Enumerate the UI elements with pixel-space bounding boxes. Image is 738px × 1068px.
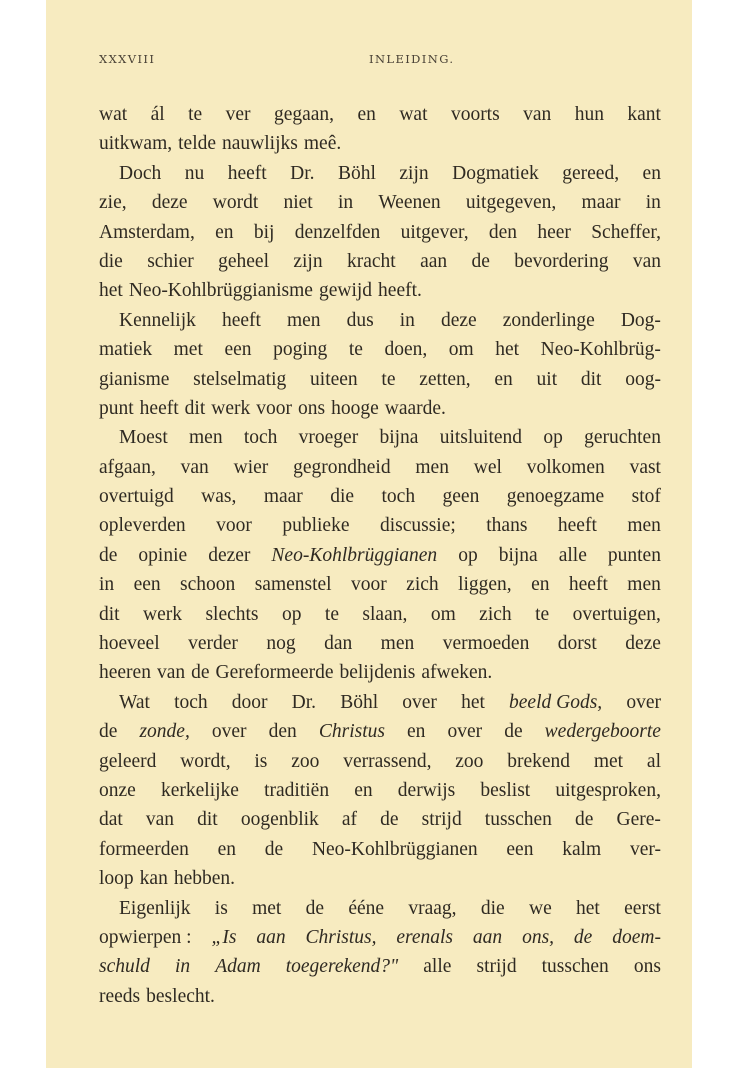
text-line <box>99 482 661 511</box>
book-page <box>46 0 692 1068</box>
word: de <box>191 662 210 684</box>
running-title: INLEIDING. <box>369 52 455 66</box>
word: doem- <box>612 926 661 948</box>
text-line <box>99 100 661 129</box>
word: te <box>348 339 363 361</box>
word: heeft <box>227 162 267 184</box>
word: Gereformeerde <box>215 662 334 684</box>
word: aan <box>256 926 286 948</box>
word: de <box>264 838 284 860</box>
word: de <box>504 721 523 743</box>
word: men <box>627 515 661 537</box>
word: uit <box>536 368 558 390</box>
text-line <box>99 570 661 599</box>
word: gegaan, <box>273 104 335 125</box>
word: op <box>458 544 478 566</box>
word: kerkelijke <box>160 779 239 801</box>
text-line <box>99 894 661 923</box>
word: men <box>189 427 223 449</box>
word: te <box>381 368 396 390</box>
word: dan <box>324 633 353 655</box>
text-line <box>99 188 661 217</box>
word: Wat <box>119 691 150 713</box>
word: de <box>99 721 118 743</box>
word: dit <box>197 809 218 831</box>
text-line <box>99 247 661 276</box>
word: heeft <box>557 515 597 537</box>
word: is <box>254 750 268 772</box>
word: en <box>407 721 426 743</box>
word: waarde. <box>384 397 446 419</box>
word: men <box>415 456 449 478</box>
word: zonderlinge <box>502 309 595 331</box>
word: van <box>180 456 209 478</box>
word: aan <box>472 926 503 948</box>
word: deze <box>151 192 188 214</box>
word: uitgever, <box>400 221 469 243</box>
paragraph <box>99 423 661 688</box>
word: hooge <box>331 397 379 419</box>
word: ons <box>633 956 661 978</box>
word: om <box>430 603 456 625</box>
word: van <box>523 104 552 125</box>
word: over <box>626 691 661 713</box>
text-line <box>99 394 661 423</box>
text-line <box>99 276 661 305</box>
word: den <box>268 721 297 743</box>
text-line <box>99 453 661 482</box>
word: dit <box>99 603 120 625</box>
word: bijna <box>498 544 538 566</box>
word: geen <box>442 486 480 508</box>
word: opleverden <box>99 515 186 537</box>
word: om <box>448 339 474 361</box>
word: vroeger <box>298 427 359 449</box>
word: uitgesproken, <box>555 779 661 801</box>
word: stof <box>631 486 661 508</box>
word: maar <box>263 486 303 508</box>
word: strijd <box>476 956 517 978</box>
text-line <box>99 688 661 717</box>
word: onze <box>99 779 136 801</box>
word: in <box>99 574 115 596</box>
word: heer <box>537 221 571 243</box>
word: zich <box>406 574 439 596</box>
word: beeld Gods, <box>509 691 603 713</box>
word: uitsluitend <box>439 427 523 449</box>
word: aan <box>420 250 448 272</box>
word: af <box>341 809 358 831</box>
word: is <box>214 897 228 919</box>
word: kalm <box>562 838 602 860</box>
word: poging <box>273 339 328 361</box>
text-line <box>99 658 661 687</box>
word: zie, <box>99 192 127 214</box>
body-text <box>99 100 661 1011</box>
word: nu <box>184 162 205 184</box>
word: zich <box>479 603 512 625</box>
word: men <box>380 633 415 655</box>
word: hebben. <box>173 868 236 890</box>
word: loop <box>99 868 134 890</box>
word: Dr. <box>290 162 315 184</box>
word: een <box>224 339 252 361</box>
word: en <box>642 162 661 184</box>
page-number: XXXVIII <box>99 52 156 66</box>
text-line <box>99 600 661 629</box>
word: dus <box>346 309 374 331</box>
word: met <box>252 897 282 919</box>
text-line <box>99 952 661 981</box>
word: wordt, <box>180 750 231 772</box>
text-line <box>99 982 661 1011</box>
text-line <box>99 541 661 570</box>
word: eerst <box>624 897 661 919</box>
word: niet <box>283 192 313 214</box>
word: was, <box>201 486 237 508</box>
word: zijn <box>293 250 323 272</box>
word: Kennelijk <box>119 309 196 331</box>
word: dat <box>99 809 123 831</box>
word: en <box>357 104 376 125</box>
word: en <box>494 368 513 390</box>
word: te <box>324 603 339 625</box>
word: voorts <box>450 104 500 125</box>
word: Dogmatiek <box>452 162 539 184</box>
word: uiteen <box>310 368 358 390</box>
word: slaan, <box>362 603 408 625</box>
word: Neo-Kohlbrüggianen <box>311 838 478 860</box>
word: met <box>173 339 203 361</box>
word: van <box>632 250 661 272</box>
word: oog- <box>625 368 661 390</box>
word: van <box>156 662 186 684</box>
word: dorst <box>557 633 597 655</box>
word: men <box>627 574 661 596</box>
word: nog <box>266 633 296 655</box>
word: voor <box>256 397 292 419</box>
word: uitkwam, <box>99 133 173 155</box>
word: de <box>99 544 118 566</box>
word: oogenblik <box>240 809 319 831</box>
word: geleerd <box>99 750 157 772</box>
word: alle <box>558 544 587 566</box>
word: telde <box>178 133 217 155</box>
text-line <box>99 306 661 335</box>
word: kan <box>139 868 168 890</box>
word: toch <box>174 691 208 713</box>
word: op <box>543 427 563 449</box>
word: zonde, <box>139 721 190 743</box>
word: de <box>380 809 399 831</box>
word: bijna <box>379 427 419 449</box>
word: liggen, <box>458 574 512 596</box>
word: den <box>488 221 518 243</box>
word: dit <box>580 368 602 390</box>
word: punt <box>99 397 134 419</box>
word: en <box>217 838 237 860</box>
word: de <box>471 250 490 272</box>
word: discussie; <box>379 515 456 537</box>
word: schuld <box>99 956 150 978</box>
word: over <box>402 691 437 713</box>
text-line <box>99 365 661 394</box>
word: Amsterdam, <box>99 221 195 243</box>
word: Neo-Kohlbrüggianisme <box>128 280 313 302</box>
word: zoo <box>455 750 484 772</box>
word: stelselmatig <box>193 368 287 390</box>
word: brekend <box>507 750 571 772</box>
word: ver <box>225 104 251 125</box>
word: de <box>305 897 325 919</box>
word: Neo-Kohlbrüggianen <box>271 544 438 566</box>
word: formeerden <box>99 838 189 860</box>
word: men <box>286 309 321 331</box>
word: op <box>281 603 302 625</box>
word: nauwlijks <box>222 133 298 155</box>
word: Scheffer, <box>591 221 661 243</box>
word: éénе <box>348 897 385 919</box>
text-line <box>99 159 661 188</box>
word: wel <box>473 456 502 478</box>
word: en <box>354 779 373 801</box>
word: die <box>480 897 505 919</box>
word: het <box>576 897 600 919</box>
word: overtuigd <box>99 486 174 508</box>
word: genoegzame <box>506 486 605 508</box>
paragraph <box>99 306 661 424</box>
word: heeft <box>139 397 179 419</box>
word: belijdenis <box>339 662 416 684</box>
word: te <box>188 104 203 125</box>
word: gianisme <box>99 368 170 390</box>
word: traditiën <box>264 779 330 801</box>
word: bevordering <box>514 250 609 272</box>
word: Christus <box>318 721 385 743</box>
word: uitgegeven, <box>465 192 557 214</box>
word: een <box>133 574 161 596</box>
word: tusschen <box>484 809 552 831</box>
word: ver- <box>629 838 661 860</box>
word: het <box>495 339 520 361</box>
text-line <box>99 747 661 776</box>
word: gegrondheid <box>293 456 391 478</box>
word: die <box>99 250 123 272</box>
word: doen, <box>384 339 428 361</box>
word: met <box>593 750 624 772</box>
word: die <box>330 486 355 508</box>
word: dit <box>184 397 206 419</box>
word: vermoeden <box>442 633 530 655</box>
word: over <box>447 721 483 743</box>
word: derwijs <box>397 779 456 801</box>
word: meê. <box>303 133 342 155</box>
word: voor <box>216 515 252 537</box>
word: dezer <box>208 544 251 566</box>
word: publieke <box>282 515 350 537</box>
word: slechts <box>205 603 259 625</box>
word: „Is <box>211 926 237 948</box>
word: en <box>215 221 234 243</box>
word: van <box>145 809 175 831</box>
word: zijn <box>399 162 429 184</box>
word: volkomen <box>526 456 605 478</box>
word: in <box>174 956 191 978</box>
word: opinie <box>138 544 188 566</box>
word: in <box>399 309 415 331</box>
paragraph <box>99 688 661 894</box>
text-line <box>99 776 661 805</box>
text-line <box>99 335 661 364</box>
word: zetten, <box>419 368 471 390</box>
word: Christus, <box>305 926 377 948</box>
word: strijd <box>421 809 462 831</box>
word: bij <box>253 221 275 243</box>
text-line <box>99 129 661 158</box>
word: in <box>337 192 354 214</box>
word: Neo-Kohlbrüg- <box>540 339 661 361</box>
word: wordt <box>212 192 259 214</box>
word: heeft <box>221 309 261 331</box>
word: denzelfden <box>294 221 381 243</box>
word: alle <box>423 956 452 978</box>
word: afweken. <box>421 662 493 684</box>
word: over <box>211 721 247 743</box>
word: schoon <box>180 574 236 596</box>
word: toch <box>243 427 278 449</box>
word: wat <box>99 104 128 125</box>
word: hoeveel <box>99 633 160 655</box>
word: verder <box>188 633 238 655</box>
paragraph <box>99 100 661 159</box>
word: reeds <box>99 985 141 1007</box>
text-line <box>99 423 661 452</box>
word: voor <box>351 574 387 596</box>
word: ons <box>297 397 326 419</box>
text-line <box>99 805 661 834</box>
word: afgaan, <box>99 456 156 478</box>
word: werk <box>211 397 251 419</box>
word: we <box>528 897 552 919</box>
text-line <box>99 511 661 540</box>
word: beslecht. <box>146 985 215 1007</box>
word: opwierpen : <box>99 926 192 948</box>
word: erenals <box>396 926 454 948</box>
word: vast <box>629 456 661 478</box>
word: heeft. <box>378 280 422 302</box>
word: het <box>99 280 123 302</box>
word: matiek <box>99 339 153 361</box>
word: gereed, <box>562 162 620 184</box>
word: Adam <box>215 956 261 978</box>
word: heeren <box>99 662 151 684</box>
word: kant <box>627 104 661 125</box>
word: Dog- <box>620 309 661 331</box>
word: ons, <box>522 926 555 948</box>
word: wier <box>233 456 269 478</box>
word: ál <box>150 104 165 125</box>
word: geruchten <box>584 427 661 449</box>
word: samenstel <box>254 574 332 596</box>
word: wat <box>399 104 428 125</box>
word: Böhl <box>340 691 379 713</box>
word: thans <box>486 515 528 537</box>
word: Gere- <box>616 809 661 831</box>
word: verrassend, <box>343 750 432 772</box>
word: vraag, <box>408 897 457 919</box>
paragraph <box>99 159 661 306</box>
word: een <box>506 838 534 860</box>
word: werk <box>143 603 183 625</box>
word: de <box>573 926 593 948</box>
text-line <box>99 835 661 864</box>
word: Moest <box>119 427 168 449</box>
word: Doch <box>119 162 162 184</box>
word: deze <box>625 633 661 655</box>
text-line <box>99 864 661 893</box>
word: overtuigen, <box>572 603 661 625</box>
word: zoo <box>291 750 320 772</box>
word: toch <box>381 486 416 508</box>
word: heeft <box>568 574 608 596</box>
text-line <box>99 629 661 658</box>
word: wedergeboorte <box>544 721 661 743</box>
word: tusschen <box>541 956 609 978</box>
word: kracht <box>346 250 396 272</box>
word: Eigenlijk <box>119 897 191 919</box>
word: Böhl <box>337 162 376 184</box>
word: Dr. <box>291 691 317 713</box>
word: gewijd <box>318 280 373 302</box>
word: toegerekend?" <box>285 956 399 978</box>
word: Weenen <box>378 192 441 214</box>
text-line <box>99 717 661 746</box>
word: het <box>461 691 485 713</box>
word: de <box>575 809 594 831</box>
text-line <box>99 218 661 247</box>
word: beslist <box>480 779 531 801</box>
running-header <box>99 52 661 70</box>
word: hun <box>574 104 604 125</box>
paragraph <box>99 894 661 1012</box>
word: schier <box>147 250 194 272</box>
text-line <box>99 923 661 952</box>
word: geheel <box>218 250 269 272</box>
word: en <box>531 574 550 596</box>
word: punten <box>607 544 661 566</box>
word: maar <box>581 192 621 214</box>
word: in <box>645 192 661 214</box>
word: deze <box>440 309 477 331</box>
word: te <box>535 603 550 625</box>
word: door <box>231 691 268 713</box>
word: al <box>646 750 661 772</box>
